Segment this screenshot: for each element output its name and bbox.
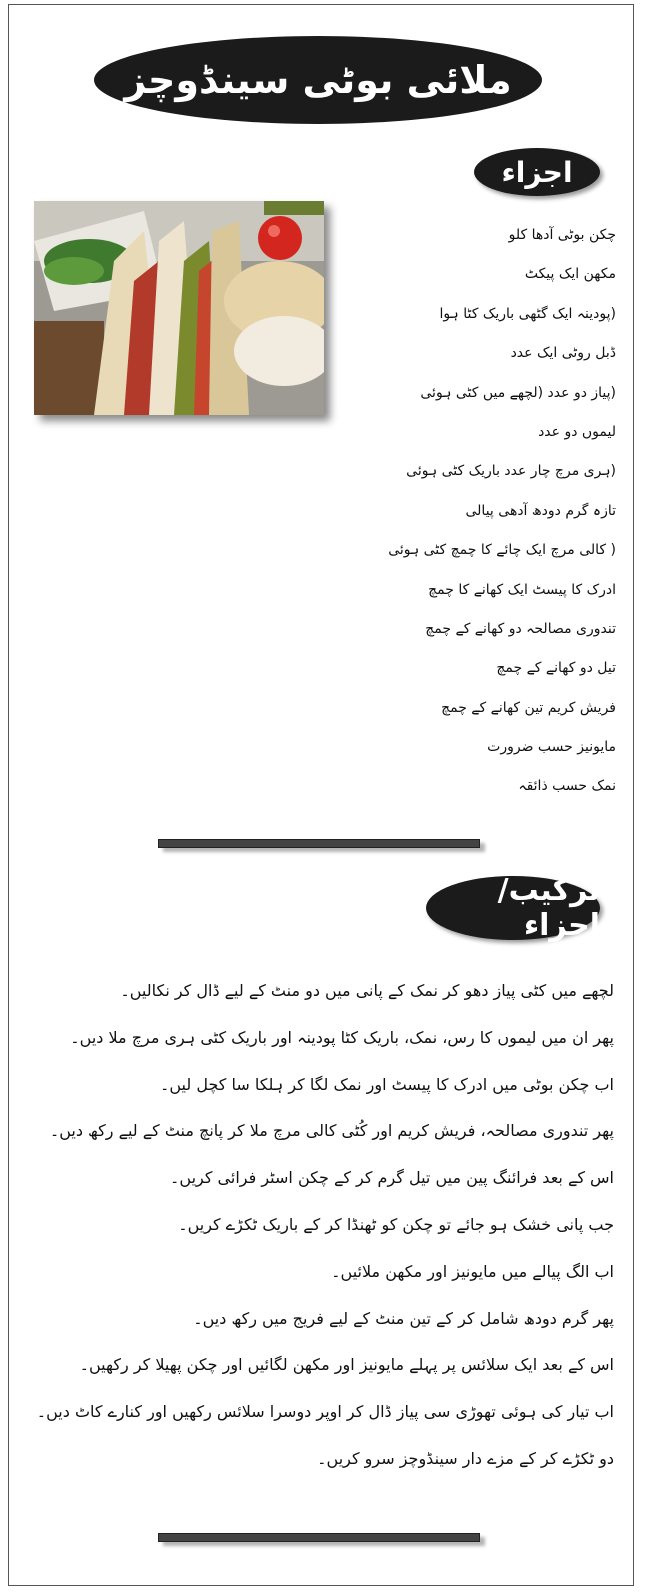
bottom-divider	[158, 1533, 480, 1542]
ingredient-item: (ہری مرچ چار عدد باریک کٹی ہوئی	[406, 463, 616, 480]
step-item: اس کے بعد ایک سلائس پر پہلے مایونیز اور مکھن لگائیں اور چکن پھیلا کر رکھیں۔	[79, 1355, 614, 1375]
steps-list	[34, 968, 614, 1483]
step-item: پھر گرم دودھ شامل کر کے تین منٹ کے لیے فریج میں رکھ دیں۔	[193, 1308, 614, 1328]
ingredient-item: (پودینہ ایک گٹھی باریک کٹا ہوا	[439, 305, 616, 322]
ingredients-heading: اجزاء	[474, 148, 600, 196]
recipe-title: ملائی بوٹی سینڈوچز	[94, 36, 542, 124]
ingredient-item: چکن بوٹی آدھا کلو	[508, 227, 616, 243]
ingredient-item: تازہ گرم دودھ آدھی پیالی	[465, 502, 616, 519]
step-item: جب پانی خشک ہو جائے تو چکن کو ٹھنڈا کر کے باریک ٹکڑے کریں۔	[178, 1214, 614, 1234]
step-item: پھر ان میں لیموں کا رس، نمک، باریک کٹا پودینہ اور باریک کٹی ہری مرچ ملا دیں۔	[70, 1027, 614, 1047]
ingredient-item: مکھن ایک پیکٹ	[524, 266, 616, 283]
ingredient-item: ( کالی مرچ ایک چائے کا چمچ کٹی ہوئی	[388, 542, 616, 559]
step-item: دو ٹکڑے کر کے مزے دار سینڈوچز سرو کریں۔	[317, 1448, 614, 1468]
sandwich-photo-illustration	[34, 201, 324, 415]
ingredient-item: ڈبل روٹی ایک عدد	[510, 345, 616, 362]
step-item: اب چکن بوٹی میں ادرک کا پیسٹ اور نمک لگا کر ہلکا سا کچل لیں۔	[159, 1074, 614, 1094]
ingredients-list	[316, 216, 616, 807]
ingredient-item: تندوری مصالحہ دو کھانے کے چمچ	[425, 620, 616, 637]
step-item: پھر تندوری مصالحہ، فریش کریم اور کُٹی کالی مرچ ملا کر پانچ منٹ کے لیے رکھ دیں۔	[49, 1121, 614, 1141]
ingredient-item: لیموں دو عدد	[538, 423, 616, 440]
ingredient-item: فریش کریم تین کھانے کے چمچ	[441, 699, 616, 716]
step-item: لچھے میں کٹی پیاز دھو کر نمک کے پانی میں دو منٹ کے لیے ڈال کر نکالیں۔	[120, 981, 614, 1000]
ingredient-item: (پیاز دو عدد (لچھے میں کٹی ہوئی	[420, 384, 616, 401]
ingredient-item: مایونیز حسب ضرورت	[487, 739, 616, 756]
steps-heading: ترکیب/اجزاء	[426, 876, 600, 940]
step-item: اب الگ پیالے میں مایونیز اور مکھن ملائیں۔	[331, 1261, 614, 1281]
ingredient-item: ادرک کا پیسٹ ایک کھانے کا چمچ	[428, 581, 616, 598]
step-item: اس کے بعد فرائنگ پین میں تیل گرم کر کے چکن اسٹر فرائی کریں۔	[170, 1168, 614, 1188]
section-divider	[158, 839, 480, 848]
ingredient-item: تیل دو کھانے کے چمچ	[496, 660, 616, 677]
step-item: اب تیار کی ہوئی تھوڑی سی پیاز ڈال کر اوپر دوسرا سلائس رکھیں اور کنارے کاٹ دیں۔	[36, 1402, 614, 1422]
ingredient-item: نمک حسب ذائقہ	[518, 778, 616, 795]
sandwich-photo	[34, 201, 324, 415]
